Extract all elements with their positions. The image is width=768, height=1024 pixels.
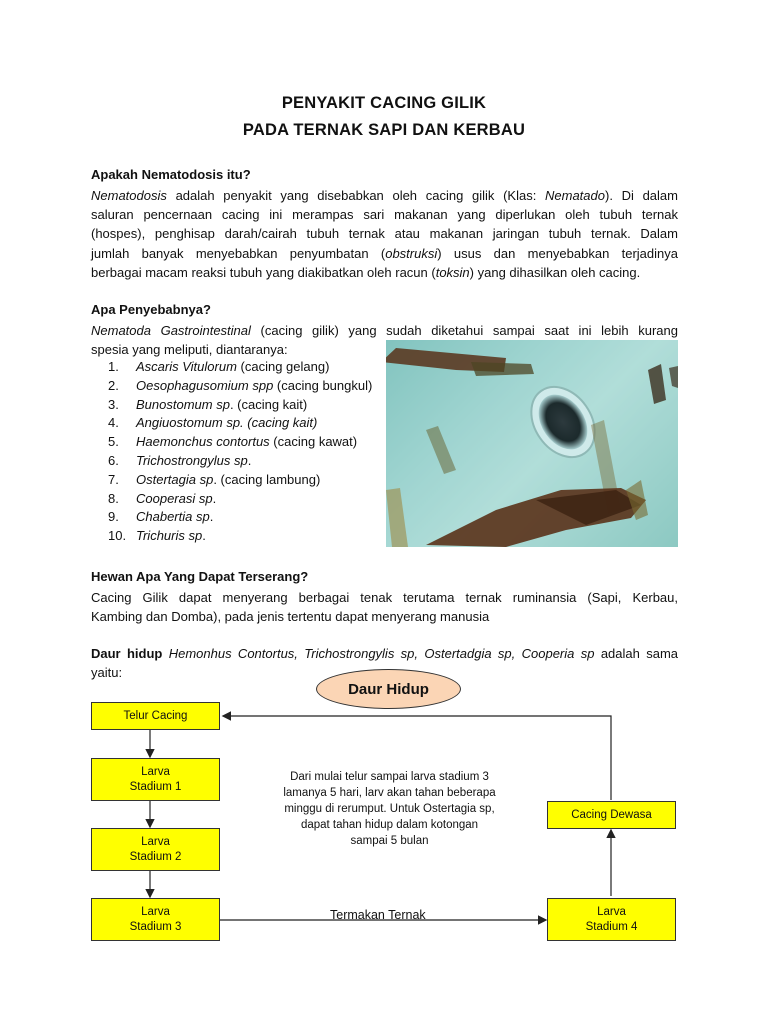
document-title-line-2: PADA TERNAK SAPI DAN KERBAU bbox=[242, 121, 526, 139]
italic-term: Nematado bbox=[545, 188, 605, 203]
list-number: 4. bbox=[108, 415, 119, 431]
note-line: lamanya 5 hari, larv akan tahan beberapa bbox=[283, 787, 496, 799]
list-number: 2. bbox=[108, 377, 119, 393]
edge-label-termakan-ternak: Termakan Ternak bbox=[330, 908, 426, 922]
list-number: 10. bbox=[108, 528, 127, 544]
box-larva-stadium-2 bbox=[91, 828, 220, 871]
lifecycle-note bbox=[272, 769, 507, 849]
paragraph-text: ) usus dan menyebabkan terjadinya bbox=[437, 245, 678, 261]
species-name: Trichuris sp bbox=[136, 528, 203, 544]
box-telur-cacing-label: Telur Cacing bbox=[123, 709, 188, 722]
section-heading-nematodosis: Apakah Nematodosis itu? bbox=[91, 167, 251, 182]
species-desc: . (cacing kait) bbox=[229, 396, 308, 412]
species-name: Haemonchus contortus bbox=[136, 434, 270, 450]
intro-text: (cacing gilik) yang sudah diketahui sampai saat ini lebih kurang bbox=[250, 323, 678, 338]
note-line: Dari mulai telur sampai larva stadium 3 bbox=[290, 771, 489, 783]
paragraph-text: saluran pencernaan cacing ini merampas sari makanan yang diperlukan oleh tubuh ternak bbox=[91, 207, 678, 223]
list-number: 8. bbox=[108, 490, 119, 506]
daur-line-2: yaitu: bbox=[91, 665, 123, 681]
species-desc: . bbox=[202, 528, 206, 544]
intro-italic-text: Nematoda Gastrointestinal bbox=[91, 323, 251, 338]
paragraph-text: jumlah banyak menyebabkan penyumbatan ( bbox=[91, 245, 386, 261]
hewan-line-2: Kambing dan Domba), pada jenis tertentu dapat menyerang manusia bbox=[91, 609, 490, 625]
document-title-line-1: PENYAKIT CACING GILIK bbox=[281, 94, 487, 112]
box-telur-cacing bbox=[91, 702, 220, 730]
species-name: Trichostrongylus sp bbox=[136, 452, 248, 468]
species-name: Angiuostomum sp. (cacing kait) bbox=[136, 415, 318, 431]
box-larva-stadium-3 bbox=[91, 898, 220, 941]
hewan-line-1: Cacing Gilik dapat menyerang berbagai tenak terutama ternak ruminansia (Sapi, Kerbau, bbox=[91, 590, 678, 605]
paragraph-text: ). Di dalam bbox=[604, 188, 678, 203]
list-number: 7. bbox=[108, 471, 119, 487]
daur-bold-text: Daur hidup bbox=[91, 646, 163, 661]
box-l2-label-a: Larva bbox=[141, 835, 170, 848]
species-name: Ostertagia sp bbox=[136, 471, 214, 487]
species-desc: (cacing gelang) bbox=[236, 359, 330, 374]
note-line: dapat tahan hidup dalam kotongan bbox=[300, 819, 479, 831]
species-name: Bunostomum sp bbox=[136, 396, 230, 412]
box-l4-label-a: Larva bbox=[597, 905, 626, 918]
paragraph-text: adalah penyakit yang disebabkan oleh cacing gilik (Klas: bbox=[166, 188, 545, 203]
species-desc: . bbox=[247, 452, 252, 468]
species-name: Cooperasi sp bbox=[136, 490, 213, 506]
species-desc: . (cacing lambung) bbox=[213, 471, 321, 487]
box-l1-label-b: Stadium 1 bbox=[129, 780, 182, 793]
species-desc: . bbox=[212, 490, 217, 506]
italic-term: obstruksi bbox=[385, 245, 438, 261]
box-larva-stadium-4 bbox=[547, 898, 676, 941]
box-l4-label-b: Stadium 4 bbox=[585, 920, 638, 933]
box-larva-stadium-1 bbox=[91, 758, 220, 801]
section-heading-hewan: Hewan Apa Yang Dapat Terserang? bbox=[91, 569, 309, 584]
list-number: 5. bbox=[108, 434, 119, 450]
box-cacing-dewasa bbox=[547, 801, 676, 829]
box-l1-label-a: Larva bbox=[141, 765, 170, 778]
note-line: minggu di rerumput. Untuk Ostertagia sp, bbox=[284, 803, 495, 815]
species-desc: (cacing bungkul) bbox=[273, 377, 373, 393]
section-heading-penyebab: Apa Penyebabnya? bbox=[91, 302, 211, 317]
italic-term: Nematodosis bbox=[91, 188, 167, 203]
list-number: 9. bbox=[108, 509, 119, 525]
daur-species-text: Hemonhus Contortus, Trichostrongylis sp, Ostertadgia sp, Cooperia sp bbox=[162, 646, 595, 661]
box-l3-label-a: Larva bbox=[141, 905, 170, 918]
daur-rest-text: adalah sama bbox=[594, 646, 679, 661]
lifecycle-title: Daur Hidup bbox=[316, 669, 461, 709]
italic-term: toksin bbox=[435, 264, 470, 280]
note-line: sampai 5 bulan bbox=[350, 835, 429, 847]
list-number: 1. bbox=[108, 359, 119, 374]
box-l2-label-b: Stadium 2 bbox=[129, 850, 182, 863]
species-desc: . bbox=[209, 509, 214, 525]
list-number: 3. bbox=[108, 396, 119, 412]
paragraph-text: (hospes), penghisap darah/cairah tubuh ternak atau makanan jaringan tubuh ternak. Dalam bbox=[91, 226, 678, 242]
species-name: Chabertia sp bbox=[136, 509, 210, 525]
species-name: Ascaris Vitulorum bbox=[136, 359, 237, 374]
paragraph-text: ) yang dihasilkan oleh cacing. bbox=[469, 264, 641, 280]
intro-line-2-text: spesia yang meliputi, diantaranya: bbox=[91, 342, 288, 357]
species-desc: (cacing kawat) bbox=[269, 434, 358, 450]
box-cacing-dewasa-label: Cacing Dewasa bbox=[571, 808, 652, 821]
box-l3-label-b: Stadium 3 bbox=[129, 920, 182, 933]
species-name: Oesophagusomium spp bbox=[136, 377, 274, 393]
paragraph-text: berbagai macam reaksi tubuh yang diakibatkan oleh racun ( bbox=[91, 264, 436, 280]
list-number: 6. bbox=[108, 452, 119, 468]
